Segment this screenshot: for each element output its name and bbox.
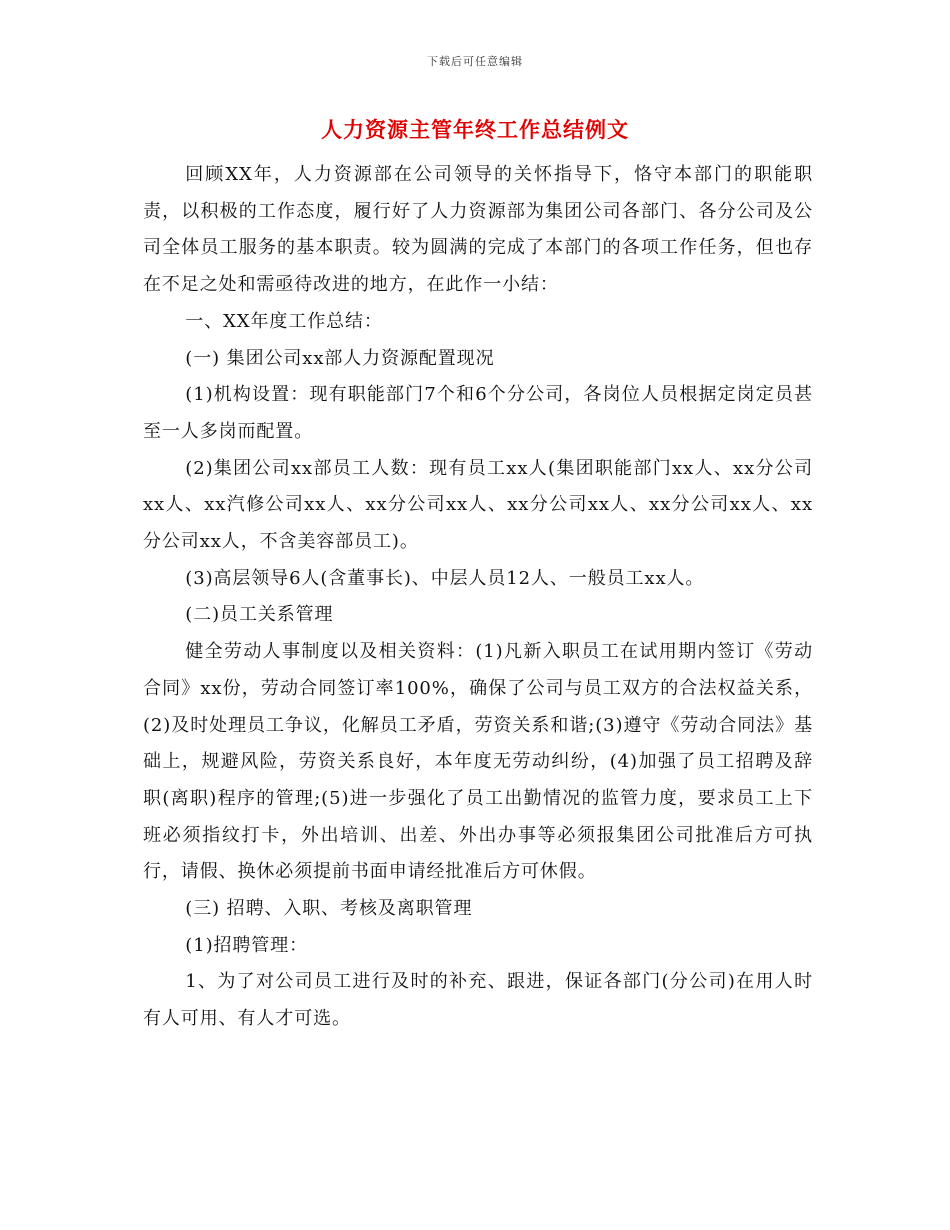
paragraph-subheading-2: (二)员工关系管理 (185, 604, 334, 626)
document-title: 人力资源主管年终工作总结例文 (321, 117, 629, 142)
paragraph-staff-levels: (3)高层领导6人(含董事长)、中层人员12人、一般员工xx人。 (185, 567, 705, 589)
document-body (143, 157, 813, 1038)
paragraph-recruitment-heading: (1)招聘管理： (185, 934, 308, 956)
paragraph-section-heading-1: 一、XX年度工作总结： (185, 310, 383, 332)
page-header-note: 下载后可任意编辑 (427, 55, 523, 68)
paragraph-recruitment-point-1: 1、为了对公司员工进行及时的补充、跟进，保证各部门(分公司)在用人时有人可用、有人才可选。 (143, 971, 813, 1030)
paragraph-employee-relations: 健全劳动人事制度以及相关资料：(1)凡新入职员工在试用期内签订《劳动合同》xx份，劳动合同签订率100%，确保了公司与员工双方的合法权益关系，(2)及时处理员工争议，化解员工矛盾，劳资关系和谐;(3)遵守《劳动合同法》基础上，规避风险，劳资关系良好，本年度无劳动纠纷，(4)加强了员工招聘及辞职(离职)程序的管理;(5)进一步强化了员工出勤情况的监管力度，要求员工上下班必须指纹打卡，外出培训、出差、外出办事等必须报集团公司批准后方可执行，请假、换休必须提前书面申请经批准后方可休假。 (143, 641, 813, 883)
paragraph-subheading-3: (三) 招聘、入职、考核及离职管理 (185, 898, 473, 920)
paragraph-intro: 回顾XX年，人力资源部在公司领导的关怀指导下，恪守本部门的职能职责，以积极的工作态度，履行好了人力资源部为集团公司各部门、各分公司及公司全体员工服务的基本职责。较为圆满的完成了本部门的各项工作任务，但也存在不足之处和需亟待改进的地方，在此作一小结： (143, 164, 813, 296)
paragraph-org-setup: (1)机构设置：现有职能部门7个和6个分公司，各岗位人员根据定岗定员甚至一人多岗而配置。 (143, 384, 813, 442)
paragraph-subheading-1: (一) 集团公司xx部人力资源配置现况 (185, 347, 495, 369)
paragraph-staff-count: (2)集团公司xx部员工人数：现有员工xx人(集团职能部门xx人、xx分公司xx人、xx汽修公司xx人、xx分公司xx人、xx分公司xx人、xx分公司xx人、xx分公司xx人，不含美容部员工)。 (143, 457, 813, 553)
